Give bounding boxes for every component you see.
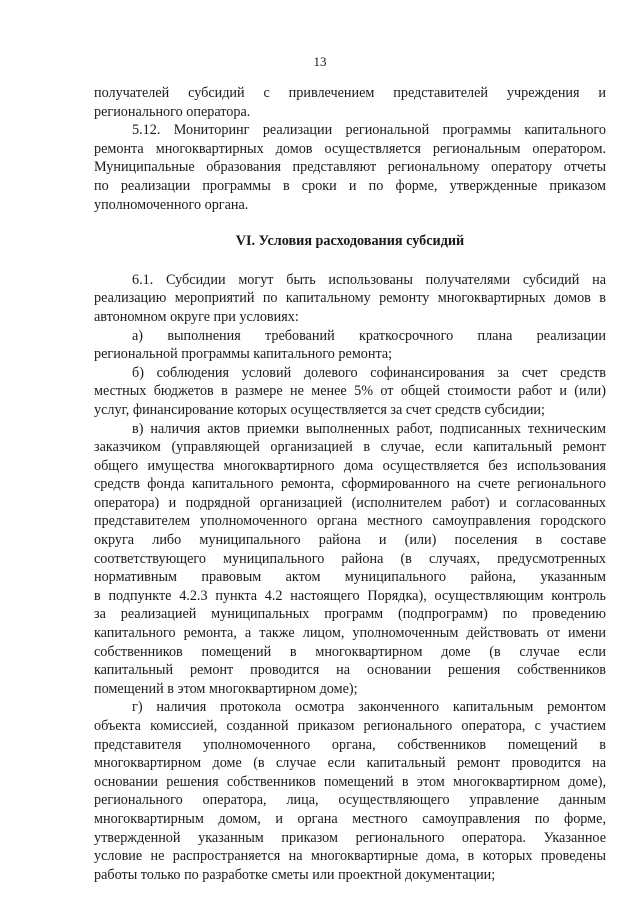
text-line: а) выполнения требований краткосрочного плана реализации (132, 327, 606, 344)
text-line: представителя уполномоченного органа, собственников помещений в (94, 736, 606, 753)
text-line: в подпункте 4.2.3 пункта 4.2 настоящего Порядка), осуществляющим контроль (94, 587, 606, 604)
text-line: округа либо муниципального района и (или) поселения в составе (94, 532, 606, 549)
text-line: автономном округе при условиях: (94, 308, 299, 325)
text-line: капитального ремонта, а также лицом, уполномоченным действовать от имени (94, 625, 606, 642)
text-line: уполномоченного органа. (94, 196, 249, 213)
text-line: средств фонда капитального ремонта, сформированного на счете регионального (94, 476, 606, 493)
document-body (94, 84, 606, 884)
spacer (94, 214, 606, 232)
text-line: ремонта многоквартирных домов осуществляется региональным оператором. (94, 140, 606, 157)
page-number: 13 (313, 54, 327, 69)
text-line: 6.1. Субсидии могут быть использованы получателями субсидий на (132, 271, 606, 288)
text-line: утвержденной указанным приказом регионального оператора. Указанное (94, 829, 606, 846)
text-line: нормативным правовым актом муниципального района, указанным (94, 569, 606, 586)
text-line: услуг, финансирование которых осуществляется за счет средств субсидии; (94, 401, 545, 418)
section-heading: VI. Условия расходования субсидий (235, 233, 465, 250)
text-line: получателей субсидий с привлечением представителей учреждения и (94, 85, 606, 101)
text-line: капитальный ремонт проводится на основании решения собственников (94, 662, 606, 679)
text-line: г) наличия протокола осмотра законченного капитальным ремонтом (132, 699, 606, 716)
text-line: местных бюджетов в размере не менее 5% от общей стоимости работ и (или) (94, 383, 606, 400)
text-line: основании решения собственников помещений в этом многоквартирном доме), (94, 773, 606, 790)
text-line: оператора) и подрядной организацией (исполнителем работ) и согласованных (94, 494, 606, 511)
text-line: б) соблюдения условий долевого софинансирования за счет средств (132, 364, 606, 381)
text-line: работы только по разработке сметы или проектной документации; (94, 866, 496, 883)
spacer (94, 251, 606, 271)
text-line: регионального оператора, лица, осуществляющего управление данным (94, 792, 606, 809)
paragraphs-before-heading (94, 84, 606, 214)
text-line: по реализации программы в сроки и по форме, утвержденные приказом (94, 177, 606, 194)
text-line: регионального оператора. (94, 103, 251, 120)
text-line: представителем уполномоченного органа местного самоуправления городского (94, 513, 606, 530)
text-line: за реализацией муниципальных программ (подпрограмм) по проведению (94, 606, 606, 623)
text-line: помещений в этом многоквартирном доме); (94, 680, 358, 697)
text-line: реализацию мероприятий по капитальному ремонту многоквартирных домов в (94, 290, 606, 307)
text-line: Муниципальные образования представляют региональному оператору отчеты (94, 159, 606, 176)
text-line: соответствующего муниципального района (в случаях, предусмотренных (94, 550, 606, 567)
text-line: региональной программы капитального ремонта; (94, 346, 393, 363)
text-line: многоквартирном доме (в случае если капитальный ремонт проводится на (94, 755, 606, 772)
text-line: в) наличия актов приемки выполненных работ, подписанных техническим (132, 420, 606, 437)
text-line: объекта комиссией, созданной приказом регионального оператора, с участием (94, 718, 606, 734)
text-line: условие не распространяется на многоквартирные дома, в которых проведены (94, 848, 606, 865)
text-line: многоквартирным домом, и органа местного самоуправления по форме, (94, 810, 606, 827)
text-line: 5.12. Мониторинг реализации региональной программы капитального (132, 122, 606, 139)
text-line: заказчиком (управляющей организацией в случае, если капитальный ремонт (94, 439, 606, 456)
paragraphs-after-heading (94, 271, 606, 885)
text-line: собственников помещений в многоквартирном доме (в случае если (94, 643, 606, 660)
text-line: общего имущества многоквартирного дома осуществляется без использования (94, 457, 606, 474)
